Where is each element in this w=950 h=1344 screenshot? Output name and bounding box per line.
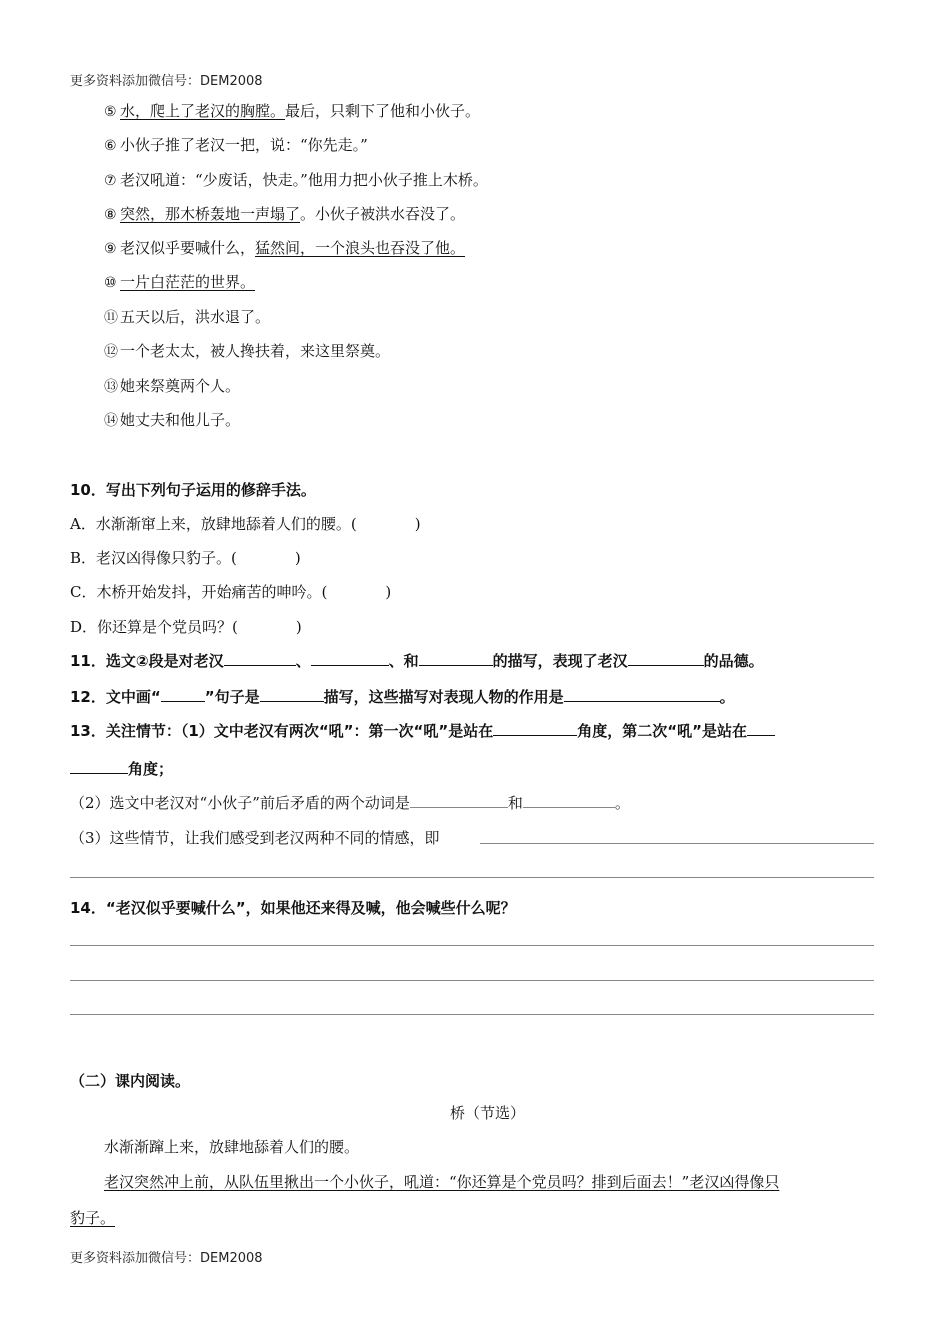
answer-blank[interactable]	[311, 651, 389, 666]
line-number: ⑥	[104, 138, 117, 154]
answer-blank[interactable]	[70, 759, 128, 774]
question-13-part-3: （3）这些情节，让我们感受到老汉两种不同的情感，即	[70, 829, 440, 847]
question-14: 14．“老汉似乎要喊什么”，如果他还来得及喊，他会喊些什么呢？	[70, 899, 516, 917]
line-number: ⑫	[104, 344, 118, 360]
story-line-8: ⑧ 突然，那木桥轰地一声塌了。小伙子被洪水吞没了。	[104, 205, 466, 223]
answer-blank[interactable]	[493, 721, 577, 736]
answer-blank[interactable]	[260, 687, 324, 702]
question-10-option-d: D．你还算是个党员吗？( )	[70, 618, 302, 636]
answer-blank[interactable]	[419, 651, 493, 666]
answer-blank[interactable]	[410, 793, 508, 808]
story-line-12: ⑫ 一个老太太，被人搀扶着，来这里祭奠。	[104, 342, 391, 360]
line-number: ⑧	[104, 207, 117, 223]
question-10-option-a: A．水渐渐窜上来，放肆地舔着人们的腰。( )	[70, 515, 421, 533]
page-header: 更多资料添加微信号：DEM2008	[70, 74, 263, 89]
question-10-option-c: C．木桥开始发抖，开始痛苦的呻吟。( )	[70, 583, 392, 601]
line-number: ⑭	[104, 413, 118, 429]
passage-paragraph-1: 水渐渐蹿上来，放肆地舔着人们的腰。	[104, 1138, 360, 1156]
section-heading: （二）课内阅读。	[70, 1072, 191, 1090]
answer-blank[interactable]	[564, 687, 720, 702]
answer-blank[interactable]	[628, 651, 704, 666]
story-line-5: ⑤ 水，爬上了老汉的胸膛。最后，只剩下了他和小伙子。	[104, 102, 481, 120]
question-10-title: 10．写出下列句子运用的修辞手法。	[70, 481, 316, 499]
line-number: ⑤	[104, 104, 117, 120]
answer-line[interactable]	[480, 843, 874, 844]
question-11: 11．选文②段是对老汉 、 、和 的描写，表现了老汉 的品德。	[70, 652, 764, 670]
question-13-part-1: 13．关注情节：（1）文中老汉有两次“吼”：第一次“吼”是站在 角度，第二次“吼”是站在	[70, 720, 775, 741]
question-13-part-1-cont: 角度；	[70, 758, 173, 779]
line-number: ⑨	[104, 241, 117, 257]
passage-paragraph-2: 老汉突然冲上前，从队伍里揪出一个小伙子，吼道：“你还算是个党员吗？排到后面去！”老汉凶得像只	[104, 1173, 780, 1191]
question-10-option-b: B．老汉凶得像只豹子。( )	[70, 549, 301, 567]
line-number: ⑬	[104, 379, 118, 395]
line-number: ⑦	[104, 173, 117, 189]
line-number: ⑩	[104, 275, 117, 291]
question-13-part-2: （2）选文中老汉对“小伙子”前后矛盾的两个动词是 和 。	[70, 794, 630, 812]
story-line-7: ⑦ 老汉吼道：“少废话，快走。”他用力把小伙子推上木桥。	[104, 171, 488, 189]
story-line-10: ⑩ 一片白茫茫的世界。	[104, 273, 256, 291]
page-footer: 更多资料添加微信号：DEM2008	[70, 1251, 263, 1266]
answer-blank[interactable]	[523, 793, 615, 808]
answer-line[interactable]	[70, 980, 874, 981]
story-line-11: ⑪ 五天以后，洪水退了。	[104, 308, 271, 326]
line-number: ⑪	[104, 310, 118, 326]
story-line-6: ⑥ 小伙子推了老汉一把，说：“你先走。”	[104, 136, 368, 154]
story-line-14: ⑭ 她丈夫和他儿子。	[104, 411, 241, 429]
answer-line[interactable]	[70, 945, 874, 946]
answer-line[interactable]	[70, 1014, 874, 1015]
answer-line[interactable]	[70, 877, 874, 878]
story-line-13: ⑬ 她来祭奠两个人。	[104, 377, 241, 395]
question-12: 12．文中画“ ”句子是 描写，这些描写对表现人物的作用是 。	[70, 688, 735, 706]
passage-title: 桥（节选）	[450, 1104, 526, 1122]
underline-sample	[161, 687, 205, 702]
story-line-9: ⑨ 老汉似乎要喊什么，猛然间，一个浪头也吞没了他。	[104, 239, 466, 257]
passage-paragraph-2-cont: 豹子。	[70, 1209, 116, 1227]
answer-blank[interactable]	[747, 721, 775, 736]
answer-blank[interactable]	[224, 651, 296, 666]
